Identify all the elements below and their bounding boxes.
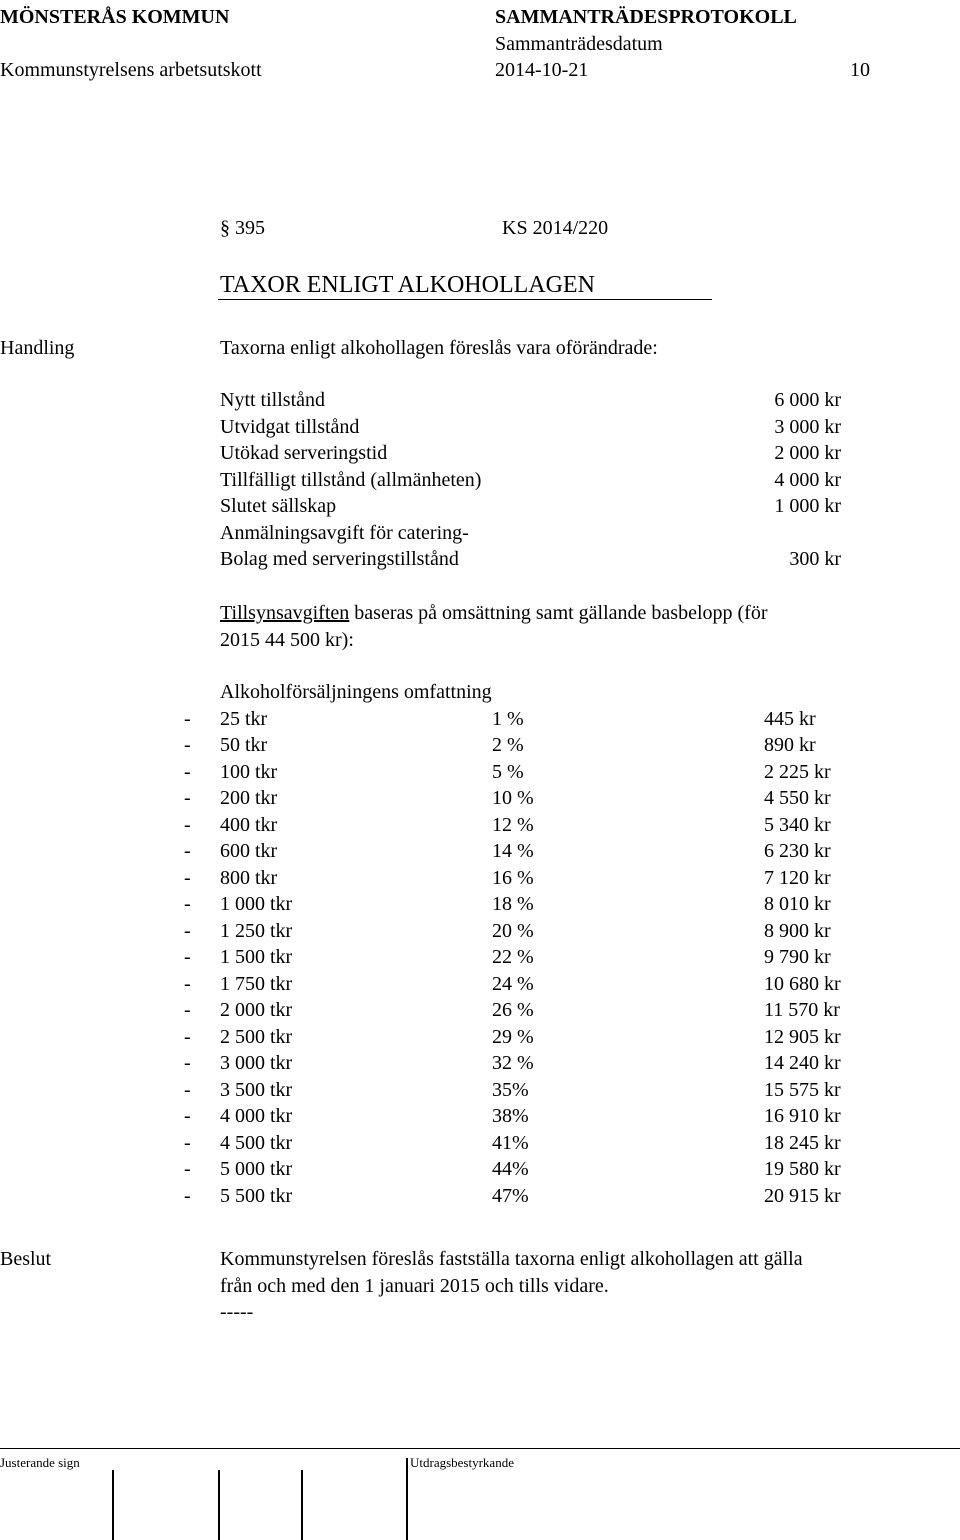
tier-row [0,785,960,812]
tier-fee: 890 kr [764,734,816,756]
fee-name: Slutet sällskap [220,495,337,517]
fee-name: Anmälningsavgift för catering- [220,521,469,544]
signature-box-divider [406,1458,408,1540]
tier-dash: - [184,813,191,836]
fee-name: Tillfälligt tillstånd (allmänheten) [220,468,482,491]
tier-turnover: 1 250 tkr [220,919,293,942]
tier-fee: 10 680 kr [764,972,841,995]
tier-turnover: 600 tkr [220,840,278,862]
tier-fee: 8 900 kr [764,919,831,942]
tiers-heading: Alkoholförsäljningens omfattning [220,681,492,703]
tier-row [0,944,960,971]
tier-dash: - [184,1184,191,1207]
title-underline [218,299,712,300]
tier-turnover: 2 000 tkr [220,999,293,1021]
tier-dash: - [184,893,191,915]
signature-box-divider [112,1470,114,1540]
tier-fee: 14 240 kr [764,1052,841,1074]
tier-dash: - [184,1131,191,1154]
tier-row [0,1050,960,1077]
tier-turnover: 200 tkr [220,787,278,809]
tier-row [0,812,960,839]
tier-fee: 15 575 kr [764,1078,841,1101]
tier-turnover: 4 500 tkr [220,1131,293,1154]
tier-turnover: 4 000 tkr [220,1105,293,1127]
tier-row [0,891,960,918]
tier-fee: 4 550 kr [764,787,831,809]
tier-dash: - [184,840,191,862]
tier-row [0,1024,960,1051]
section-number: § 395 [220,217,265,239]
supervision-paragraph-line1 [220,600,768,627]
beslut-label: Beslut [0,1248,52,1270]
tier-row [0,1183,960,1210]
end-marker: ----- [220,1301,254,1323]
tier-dash: - [184,866,191,889]
tier-turnover: 5 500 tkr [220,1184,293,1207]
tier-row [0,865,960,892]
fee-list [0,387,960,577]
tier-turnover: 25 tkr [220,707,268,730]
tier-row [0,759,960,786]
tier-turnover: 50 tkr [220,734,268,756]
fee-amount: 300 kr [789,548,841,570]
signature-box-divider [301,1470,303,1540]
tier-dash: - [184,1025,191,1048]
tier-percent: 22 % [492,946,534,968]
tier-fee: 19 580 kr [764,1158,841,1180]
tier-row [0,1130,960,1157]
tier-percent: 2 % [492,734,524,756]
tier-dash: - [184,999,191,1021]
footer-rule [0,1448,960,1449]
tier-percent: 12 % [492,813,534,836]
tier-percent: 14 % [492,840,534,862]
tier-turnover: 400 tkr [220,813,278,836]
utdragsbestyrkande-label: Utdragsbestyrkande [410,1455,514,1470]
tier-fee: 11 570 kr [764,999,840,1021]
tier-turnover: 1 500 tkr [220,946,293,968]
tier-fee: 6 230 kr [764,840,831,862]
tier-turnover: 1 000 tkr [220,893,293,915]
meeting-date-label: Sammanträdesdatum [495,33,663,55]
handling-label: Handling [0,337,75,359]
tier-dash: - [184,707,191,730]
meeting-date: 2014-10-21 [495,59,589,81]
tier-percent: 10 % [492,787,534,809]
fee-name: Bolag med serveringstillstånd [220,548,459,570]
tier-percent: 32 % [492,1052,534,1074]
supervision-paragraph-line2: 2015 44 500 kr): [220,628,354,651]
fee-amount: 2 000 kr [774,442,841,464]
committee-name: Kommunstyrelsens arbetsutskott [0,59,262,81]
tier-turnover: 800 tkr [220,866,278,889]
tier-fee: 18 245 kr [764,1131,841,1154]
tier-table [0,706,960,1211]
tier-dash: - [184,1052,191,1074]
tier-percent: 1 % [492,707,524,730]
tier-fee: 8 010 kr [764,893,831,915]
signature-box-divider [218,1470,220,1540]
tier-fee: 2 225 kr [764,760,831,783]
tier-fee: 16 910 kr [764,1105,841,1127]
tier-dash: - [184,972,191,995]
tier-dash: - [184,919,191,942]
tier-row [0,706,960,733]
tier-percent: 38% [492,1105,529,1127]
tier-percent: 44% [492,1158,529,1180]
tier-fee: 9 790 kr [764,946,831,968]
fee-amount: 3 000 kr [774,415,841,438]
tier-fee: 12 905 kr [764,1025,841,1048]
item-title: TAXOR ENLIGT ALKOHOLLAGEN [220,272,595,298]
fee-name: Utvidgat tillstånd [220,415,360,438]
tier-dash: - [184,1158,191,1180]
tier-turnover: 3 000 tkr [220,1052,293,1074]
tier-percent: 16 % [492,866,534,889]
fee-name: Nytt tillstånd [220,389,325,411]
tier-fee: 445 kr [764,707,816,730]
municipality-name: MÖNSTERÅS KOMMUN [0,6,230,28]
fee-amount: 1 000 kr [774,495,841,517]
tier-percent: 20 % [492,919,534,942]
beslut-text-line1: Kommunstyrelsen föreslås fastställa taxorna enligt alkohollagen att gälla [220,1248,803,1270]
tier-dash: - [184,787,191,809]
tier-turnover: 5 000 tkr [220,1158,293,1180]
tier-turnover: 3 500 tkr [220,1078,293,1101]
supervision-term: Tillsynsavgiften [220,602,350,624]
tier-row [0,918,960,945]
tier-turnover: 100 tkr [220,760,278,783]
tier-percent: 26 % [492,999,534,1021]
tier-turnover: 1 750 tkr [220,972,293,995]
tier-percent: 29 % [492,1025,534,1048]
tier-fee: 20 915 kr [764,1184,841,1207]
tier-percent: 24 % [492,972,534,995]
tier-percent: 47% [492,1184,529,1207]
tier-percent: 5 % [492,760,524,783]
fee-amount: 6 000 kr [774,389,841,411]
fee-amount: 4 000 kr [774,468,841,491]
tier-row [0,1077,960,1104]
fee-name: Utökad serveringstid [220,442,388,464]
tier-row [0,732,960,759]
tier-row [0,997,960,1024]
tier-dash: - [184,1105,191,1127]
tier-dash: - [184,1078,191,1101]
tier-row [0,1156,960,1183]
beslut-text-line2: från och med den 1 januari 2015 och tills vidare. [220,1274,609,1297]
tier-percent: 18 % [492,893,534,915]
tier-turnover: 2 500 tkr [220,1025,293,1048]
tier-percent: 35% [492,1078,529,1101]
handling-intro: Taxorna enligt alkohollagen föreslås vara oförändrade: [220,337,658,359]
case-number: KS 2014/220 [502,217,609,239]
justerande-sign-label: Justerande sign [0,1455,80,1470]
tier-dash: - [184,760,191,783]
tier-row [0,838,960,865]
document-type: SAMMANTRÄDESPROTOKOLL [495,6,797,28]
tier-percent: 41% [492,1131,529,1154]
page-number: 10 [850,59,870,81]
tier-dash: - [184,734,191,756]
supervision-text: baseras på omsättning samt gällande basbelopp (för [349,602,768,624]
tier-row [0,1103,960,1130]
tier-row [0,971,960,998]
tier-fee: 5 340 kr [764,813,831,836]
tier-dash: - [184,946,191,968]
tier-fee: 7 120 kr [764,866,831,889]
